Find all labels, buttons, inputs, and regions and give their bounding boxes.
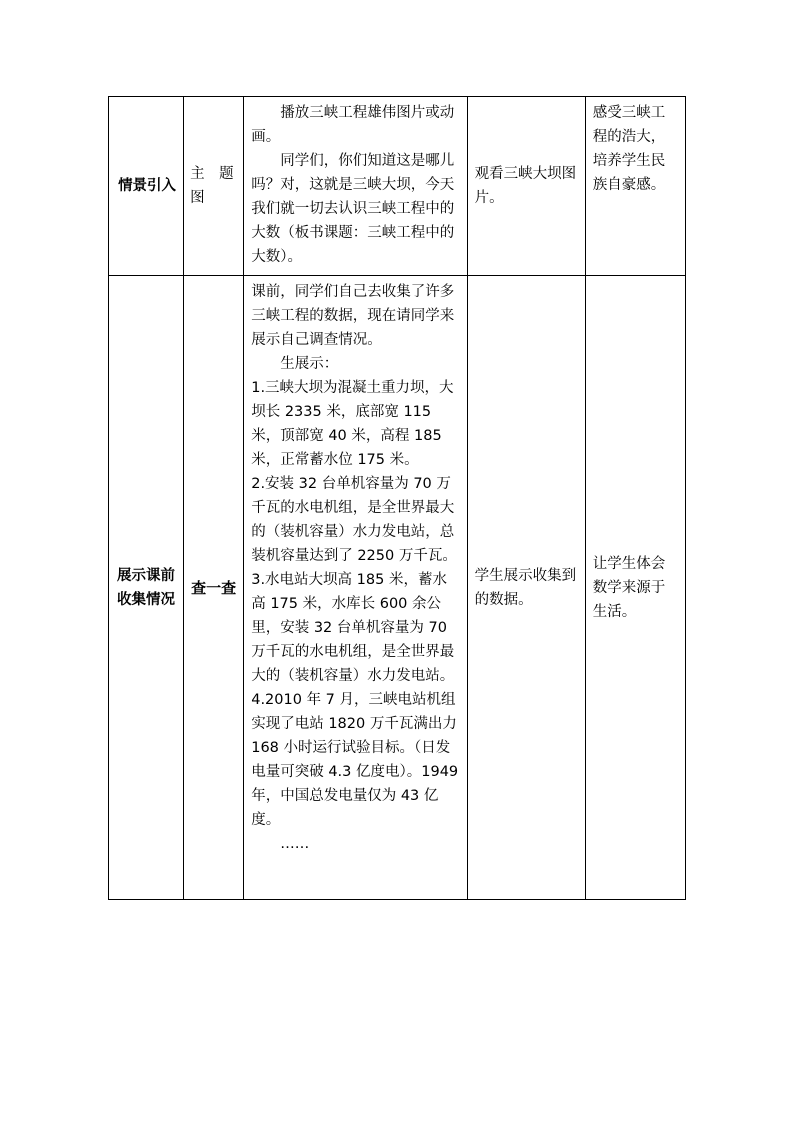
ellipsis-text: …… bbox=[280, 836, 310, 852]
stage-cell bbox=[109, 97, 184, 276]
list-item: 4.2010 年 7 月，三峡电站机组实现了电站 1820 万千瓦满出力 168 小时运行试验目标。（日发电量可突破 4.3 亿度电）。1949 年，中国总发电量仅为 43 亿度。 bbox=[251, 692, 459, 828]
stage-label: 情景引入 bbox=[118, 178, 177, 194]
table-row bbox=[109, 97, 686, 276]
design-intent-text: 感受三峡工程的浩大，培养学生民族自豪感。 bbox=[592, 105, 666, 193]
content-paragraph: 同学们，你们知道这是哪儿吗？对，这就是三峡大坝，今天我们就一切去认识三峡工程中的大数（板书课题：三峡工程中的大数）。 bbox=[251, 153, 455, 265]
list-item: 2.安装 32 台单机容量为 70 万千瓦的水电机组，是全世界最大的（装机容量）水力发电站，总装机容量达到了 2250 万千瓦。 bbox=[251, 476, 457, 564]
design-intent-cell bbox=[585, 97, 685, 276]
content-paragraph: 生展示： bbox=[280, 356, 339, 372]
student-activity-text: 观看三峡大坝图片。 bbox=[474, 166, 577, 206]
method-line: 主 题 bbox=[190, 166, 234, 182]
student-activity-cell bbox=[467, 97, 585, 276]
design-intent-cell bbox=[585, 276, 685, 900]
method-line: 图 bbox=[190, 190, 205, 206]
student-activity-text: 学生展示收集到的数据。 bbox=[474, 567, 577, 608]
method-cell bbox=[184, 276, 244, 900]
method-label: 查一查 bbox=[191, 578, 237, 597]
table-row bbox=[109, 276, 686, 900]
list-item: 3.水电站大坝高 185 米，蓄水高 175 米，水库长 600 余公里，安装 32 台单机容量为 70 万千瓦的水电机组，是全世界最大的（装机容量）水力发电站。 bbox=[251, 572, 455, 684]
content-cell bbox=[244, 97, 467, 276]
content-cell bbox=[244, 276, 467, 900]
content-paragraph: 播放三峡工程雄伟图片或动画。 bbox=[251, 105, 455, 145]
stage-cell bbox=[109, 276, 184, 900]
lesson-plan-table bbox=[108, 96, 686, 900]
list-item: 1.三峡大坝为混凝土重力坝，大坝长 2335 米，底部宽 115 米，顶部宽 40 米，高程 185 米，正常蓄水位 175 米。 bbox=[251, 380, 454, 468]
design-intent-text: 让学生体会数学来源于生活。 bbox=[592, 555, 666, 620]
stage-label: 展示课前收集情况 bbox=[117, 567, 175, 608]
content-paragraph: 课前，同学们自己去收集了许多三峡工程的数据，现在请同学来展示自己调查情况。 bbox=[251, 284, 455, 348]
student-activity-cell bbox=[467, 276, 585, 900]
method-cell bbox=[184, 97, 244, 276]
